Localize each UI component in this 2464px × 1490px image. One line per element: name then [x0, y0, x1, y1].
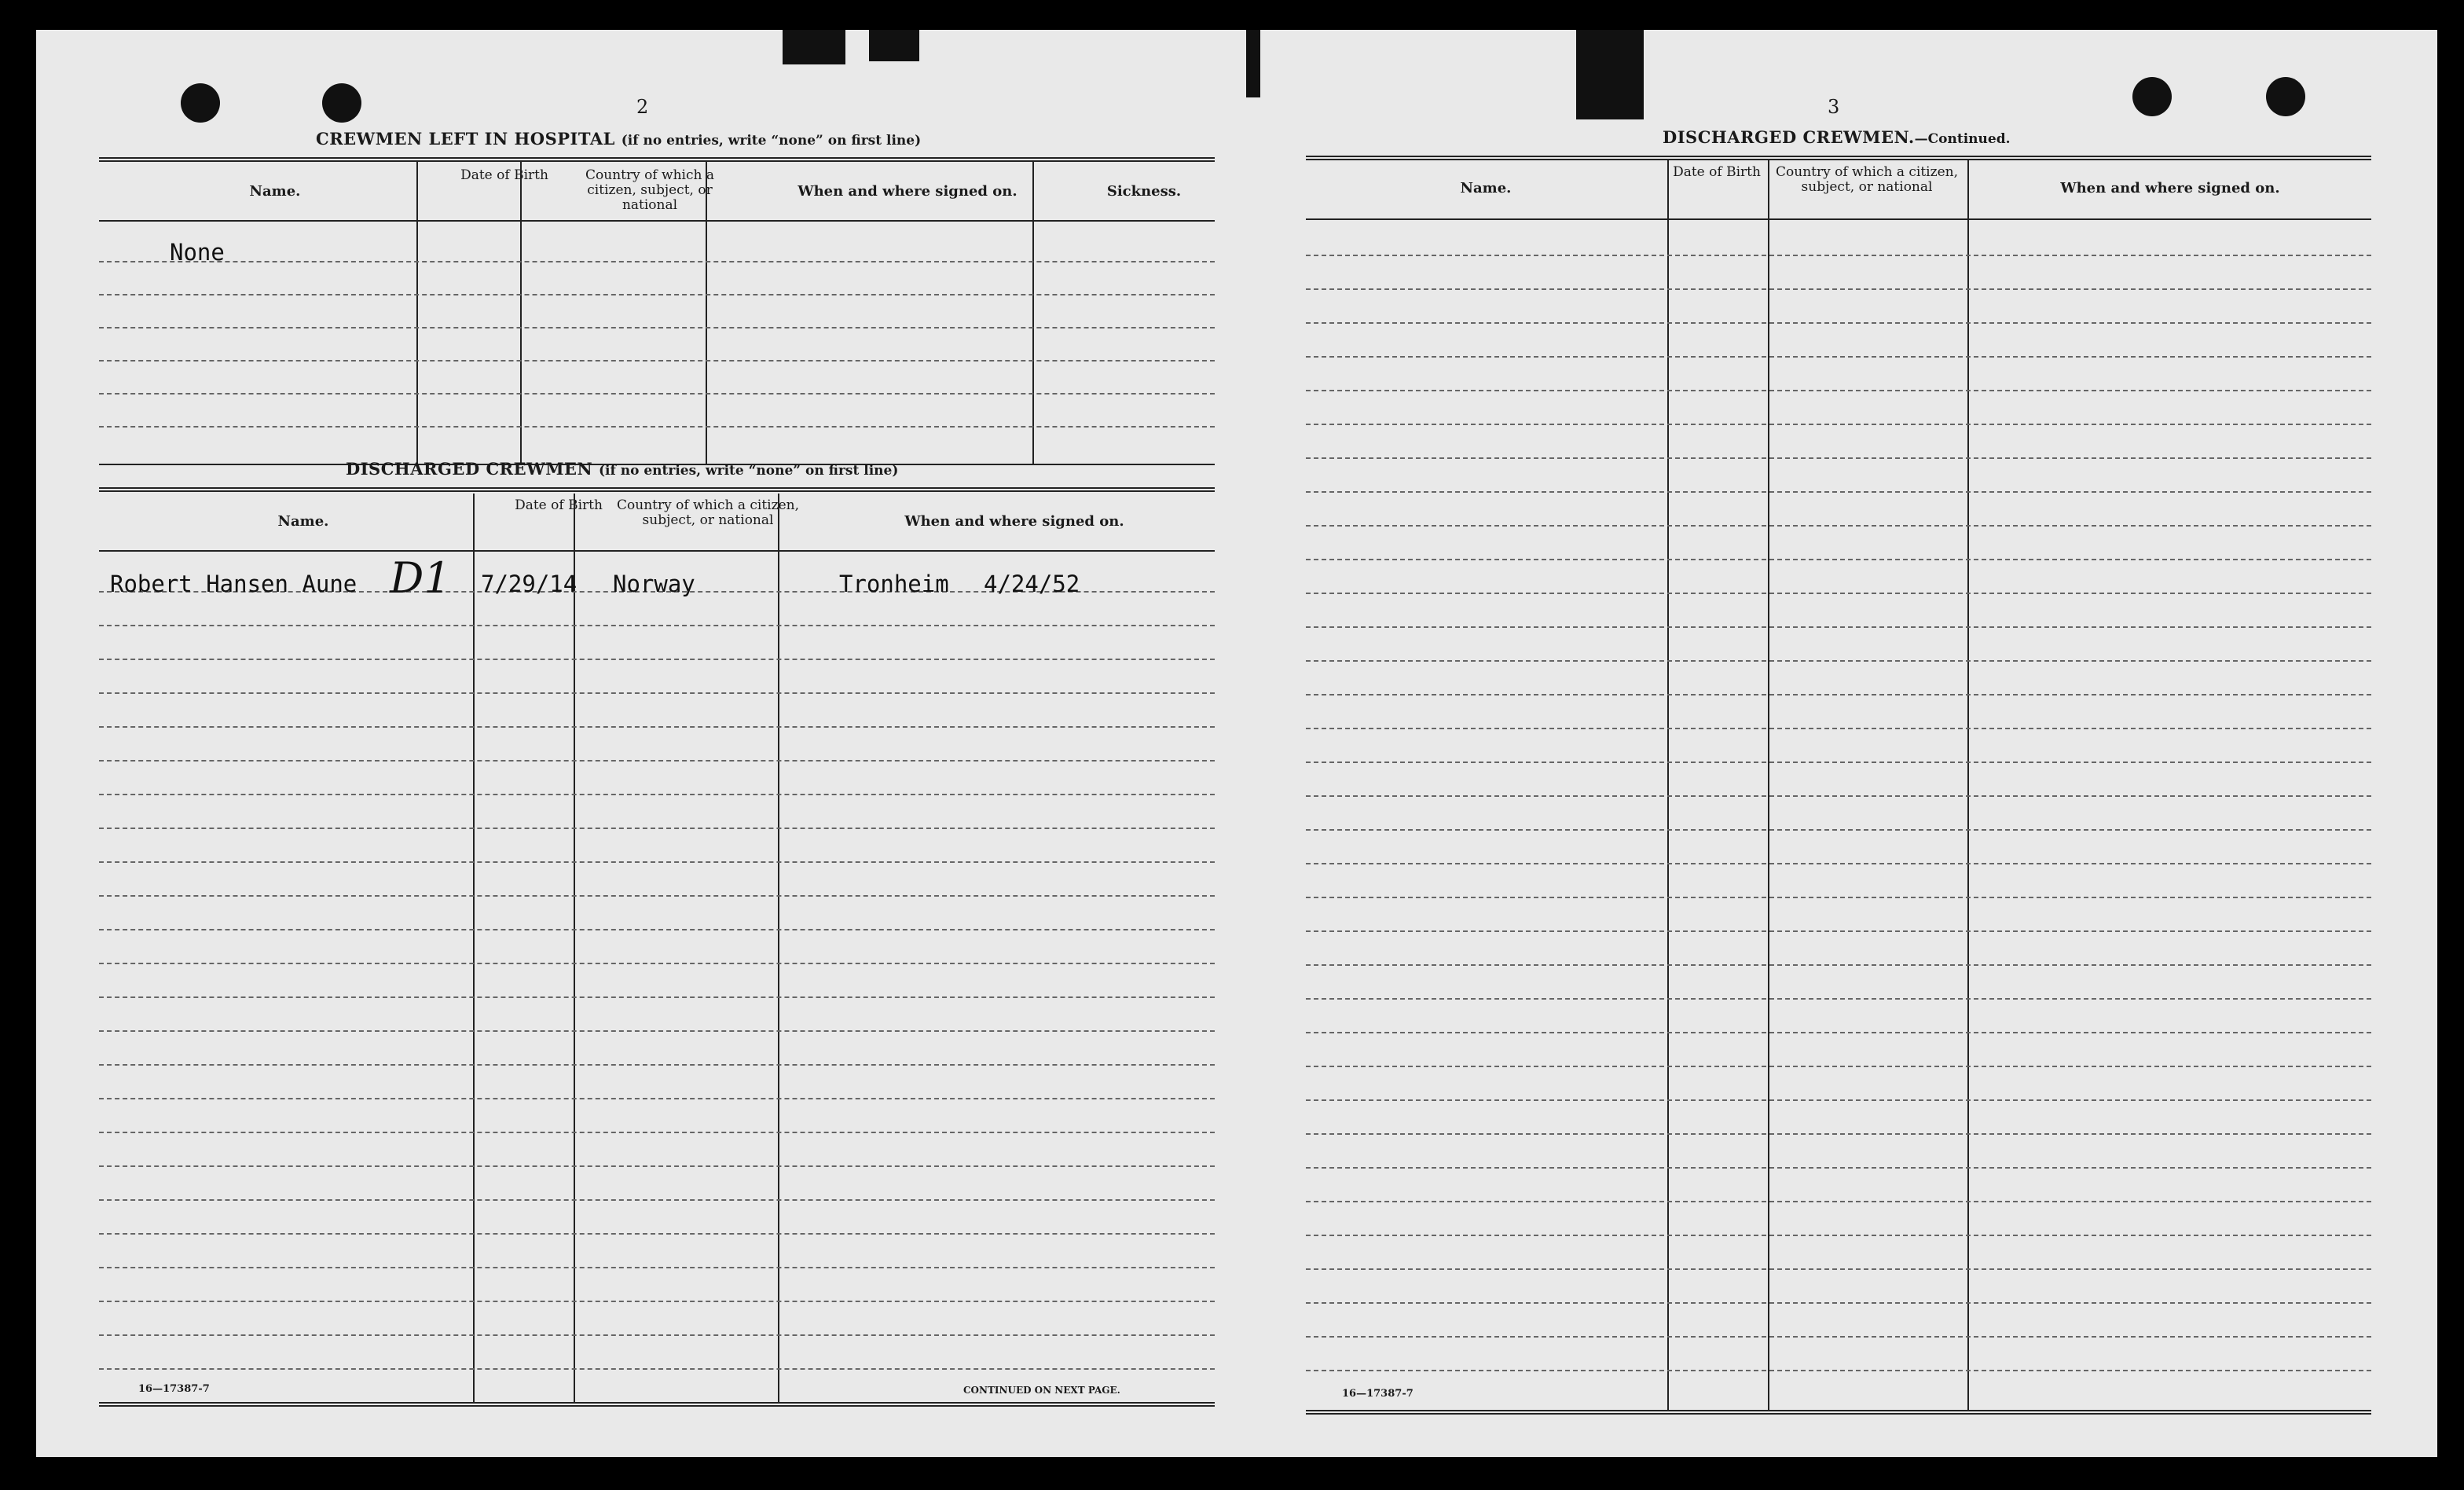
page-number: 2: [636, 96, 649, 118]
torn-edge: [1576, 30, 1644, 119]
column-divider: [1667, 160, 1669, 1411]
ruled-line: [1306, 930, 2371, 932]
ruled-line: [99, 1132, 1215, 1133]
rule: [1306, 1410, 2371, 1415]
ruled-line: [1306, 1032, 2371, 1033]
continued-note: CONTINUED ON NEXT PAGE.: [963, 1385, 1120, 1396]
ruled-line: [1306, 1336, 2371, 1338]
crewman-signed-when: 4/24/52: [984, 571, 1080, 597]
crewman-country: Norway: [613, 571, 695, 597]
ruled-line: [99, 726, 1215, 728]
rule: [99, 157, 1215, 162]
ruled-line: [1306, 288, 2371, 290]
ruled-line: [1306, 491, 2371, 493]
ruled-line: [1306, 1099, 2371, 1101]
torn-edge: [783, 30, 845, 64]
discharged-col-country: Country of which a citizen, subject, or national: [617, 497, 799, 528]
continued-col-signed: When and where signed on.: [2060, 180, 2280, 196]
ruled-line: [1306, 1235, 2371, 1236]
ruled-line: [1306, 1370, 2371, 1371]
rule: [1306, 218, 2371, 220]
ruled-line: [99, 294, 1215, 295]
discharged-title-note: (if no entries, write “none” on first line): [598, 463, 899, 479]
form-number: 16—17387-7: [1342, 1388, 1414, 1400]
ruled-line: [99, 929, 1215, 930]
ruled-line: [99, 1267, 1215, 1268]
hospital-entry-name: None: [170, 239, 225, 266]
ruled-line: [1306, 660, 2371, 662]
ruled-line: [99, 1165, 1215, 1167]
torn-edge: [869, 30, 919, 61]
ruled-line: [1306, 897, 2371, 898]
rule: [99, 220, 1215, 222]
ruled-line: [99, 996, 1215, 998]
ruled-line: [99, 261, 1215, 262]
rule: [1306, 156, 2371, 160]
left-page: [36, 30, 1246, 1457]
column-divider: [520, 162, 522, 464]
discharged-title-text: DISCHARGED CREWMEN: [346, 459, 593, 479]
column-divider: [1768, 160, 1769, 1411]
ruled-line: [1306, 829, 2371, 831]
crewman-dob: 7/29/14: [481, 571, 578, 597]
ruled-line: [1306, 1302, 2371, 1304]
ruled-line: [1306, 694, 2371, 695]
ruled-line: [1306, 762, 2371, 763]
column-divider: [416, 162, 418, 464]
ruled-line: [1306, 1066, 2371, 1067]
hospital-title: [316, 129, 921, 149]
ruled-line: [99, 1098, 1215, 1099]
continued-col-name: Name.: [1460, 180, 1512, 196]
hospital-title-text: CREWMEN LEFT IN HOSPITAL: [316, 129, 615, 149]
rule: [99, 1402, 1215, 1407]
hospital-title-note: (if no entries, write “none” on first line): [621, 133, 922, 149]
ruled-line: [1306, 525, 2371, 527]
ruled-line: [1306, 255, 2371, 256]
hospital-col-sickness: Sickness.: [1106, 183, 1182, 200]
crewman-signed-where: Tronheim: [839, 571, 949, 597]
hospital-col-dob: Date of Birth: [460, 167, 548, 183]
hospital-col-country: Country of which a citizen, subject, or national: [585, 167, 714, 213]
ruled-line: [1306, 1201, 2371, 1202]
ruled-line: [99, 1199, 1215, 1201]
discharged-col-dob: Date of Birth: [515, 497, 603, 513]
ruled-line: [1306, 559, 2371, 560]
ruled-line: [1306, 728, 2371, 729]
ruled-line: [99, 1301, 1215, 1302]
discharged-continued-title: [1663, 127, 2011, 147]
ruled-line: [1306, 457, 2371, 459]
punch-hole: [2132, 77, 2172, 116]
ruled-line: [1306, 626, 2371, 628]
punch-hole: [2266, 77, 2305, 116]
ruled-line: [99, 659, 1215, 660]
right-page: [1246, 30, 2437, 1457]
ruled-line: [1306, 1133, 2371, 1135]
ruled-line: [99, 1368, 1215, 1370]
ruled-line: [1306, 1268, 2371, 1270]
punch-hole: [322, 83, 361, 123]
rule: [99, 550, 1215, 552]
ruled-line: [99, 861, 1215, 863]
page-number: 3: [1828, 96, 1840, 118]
column-divider: [706, 162, 707, 464]
ruled-line: [1306, 593, 2371, 594]
ruled-line: [1306, 356, 2371, 358]
torn-edge: [1246, 30, 1260, 97]
ruled-line: [1306, 1167, 2371, 1169]
discharged-col-signed: When and where signed on.: [904, 513, 1124, 530]
ruled-line: [99, 1064, 1215, 1066]
ruled-line: [1306, 322, 2371, 324]
hospital-col-name: Name.: [249, 183, 301, 200]
ruled-line: [1306, 964, 2371, 966]
discharged-col-name: Name.: [277, 513, 329, 530]
discharged-title: [346, 459, 898, 479]
column-divider: [1032, 162, 1034, 464]
ruled-line: [1306, 390, 2371, 391]
ruled-line: [99, 393, 1215, 395]
ruled-line: [99, 828, 1215, 829]
continued-col-dob: Date of Birth: [1673, 164, 1761, 180]
ruled-line: [99, 692, 1215, 694]
ruled-line: [99, 360, 1215, 361]
form-number: 16—17387-7: [138, 1383, 210, 1395]
hospital-col-signed: When and where signed on.: [798, 183, 1018, 200]
punch-hole: [181, 83, 220, 123]
ruled-line: [99, 1030, 1215, 1032]
crewman-mark: D1: [390, 553, 451, 603]
ruled-line: [1306, 863, 2371, 864]
ruled-line: [99, 963, 1215, 964]
rule: [99, 487, 1215, 492]
ruled-line: [99, 1334, 1215, 1336]
ruled-line: [99, 1233, 1215, 1235]
ruled-line: [99, 794, 1215, 795]
continued-title-text: DISCHARGED CREWMEN.: [1663, 127, 1915, 147]
ruled-line: [1306, 795, 2371, 797]
ruled-line: [99, 760, 1215, 762]
ruled-line: [99, 895, 1215, 897]
continued-title-suffix: —Continued.: [1914, 131, 2011, 147]
ruled-line: [99, 625, 1215, 626]
ruled-line: [1306, 998, 2371, 1000]
ruled-line: [99, 426, 1215, 428]
ruled-line: [1306, 424, 2371, 425]
crewman-name: Robert Hansen Aune: [110, 571, 358, 597]
ruled-line: [99, 327, 1215, 328]
column-divider: [1967, 160, 1969, 1411]
continued-col-country: Country of which a citizen, subject, or national: [1776, 164, 1958, 195]
